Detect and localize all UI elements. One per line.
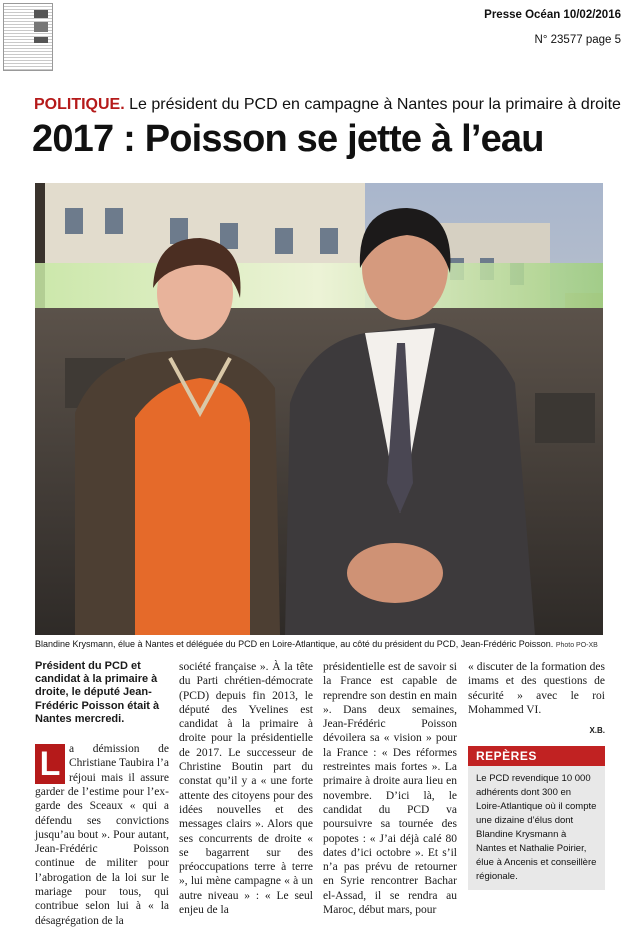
dropcap: L <box>35 744 65 784</box>
column-1 <box>35 660 169 928</box>
rubric-label: POLITIQUE. <box>34 96 125 113</box>
reperes-title: REPÈRES <box>468 746 605 766</box>
article-photo <box>35 183 603 635</box>
column-4 <box>468 660 605 890</box>
body-text-2: société française ». À la tête du Parti chrétien-démocrate (PCD) depuis fin 2013, le député des Yvelines est candidat à la primaire à droite pour la présidentielle de 2017. Le successeur de Christine Boutin part du constat qu’il y a « une forte attente des citoyens pour des idées nouvelles et des messages clairs ». Alors que ses concurrents de droite « se bagarrent sur des préoccupations terre à terre », lui mène campagne « à un autre niveau » : « Le seul enjeu de la <box>179 661 313 917</box>
photo-caption <box>35 639 605 649</box>
body-paragraph-1 <box>35 742 169 928</box>
reperes-text: Le PCD revendique 10 000 adhérents dont 300 en Loire-Atlantique où il compte une dizaine d’élus dont Blandine Krysmann à Nantes et Nathalie Poirier, élue à Ancenis et conseillère régionale. <box>468 766 605 890</box>
column-2 <box>179 660 313 917</box>
lead-paragraph: Président du PCD et candidat à la primaire à droite, le député Jean-Frédéric Poisson était à Nantes mercredi. <box>35 660 160 725</box>
publication-date: Presse Océan 10/02/2016 <box>484 9 621 21</box>
kicker-text: Le président du PCD en campagne à Nantes pour la primaire à droite <box>124 96 621 113</box>
body-text-1: a démission de Christiane Taubira l’a réjoui mais il assure garder de l’estime pour l’ex-garde des Sceaux « qui a défendu ses convictions jusqu’au bout ». Pour autant, Jean-Frédéric Poisson continue de militer pour l’abrogation de la loi sur le mariage pour tous, qui contribue selon lui à « la désagrégation de la <box>35 743 169 927</box>
page-thumbnail <box>3 3 53 71</box>
issue-page: N° 23577 page 5 <box>534 34 621 46</box>
kicker <box>34 96 621 114</box>
author-signature: X.B. <box>589 726 605 736</box>
headline: 2017 : Poisson se jette à l’eau <box>32 118 544 160</box>
body-text-4: « discuter de la formation des imams et des questions de sécurité » avec le roi Mohammed VI. <box>468 661 605 716</box>
column-3 <box>323 660 457 917</box>
photo-credit: Photo PO-XB <box>555 642 598 649</box>
photo-illustration <box>35 183 603 635</box>
caption-text: Blandine Krysmann, élue à Nantes et déléguée du PCD en Loire-Atlantique, au côté du président du PCD, Jean-Frédéric Poisson. <box>35 639 556 649</box>
body-text-3: présidentielle est de savoir si la France est capable de reprendre son destin en main ». Dans deux semaines, Jean-Frédéric Poisson dévoilera sa « vision » pour la France : « Des réformes restreintes mais fortes ». La primaire à droite aura lieu en novembre. D’ici là, le candidat du PCD va poursuivre sa tournée des popotes : « J’ai déjà calé 80 dates d’ici octobre ». Et s’il n’a pas prévu de retourner en Syrie rencontrer Bachar el-Assad, il se rendra au Maroc, début mars, pour <box>323 661 457 917</box>
